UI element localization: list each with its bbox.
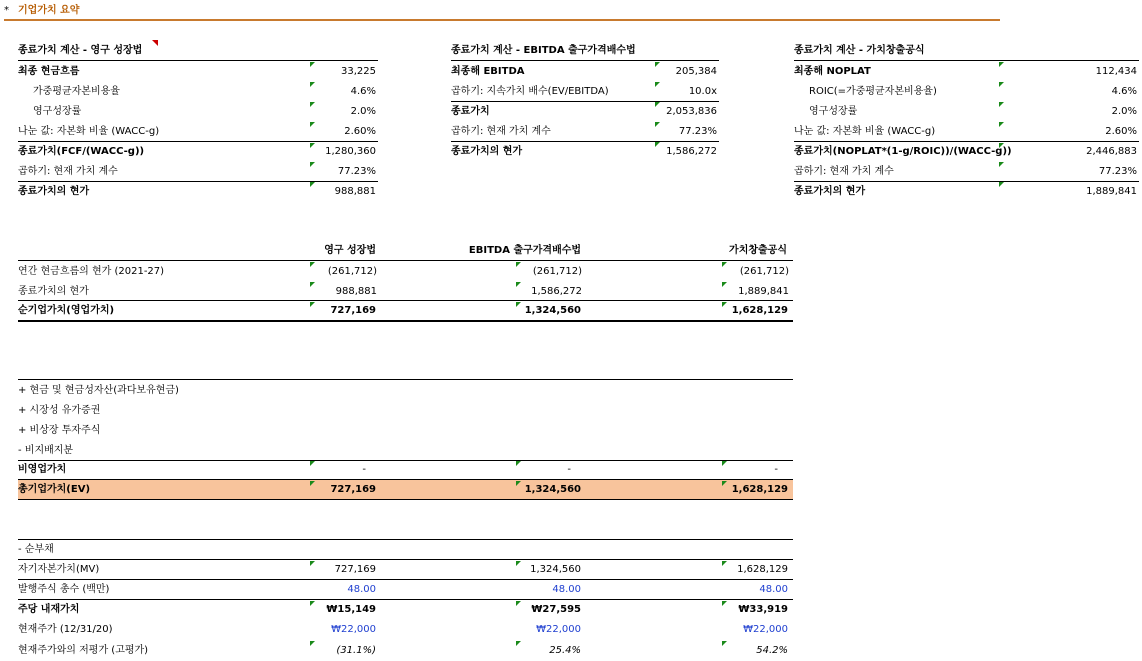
divider xyxy=(18,460,793,461)
col-header-perp: 영구 성장법 xyxy=(324,245,376,256)
summary-cell[interactable]: 1,324,560 xyxy=(524,305,581,316)
ebitda-label: 종료가치 xyxy=(451,106,490,117)
value-heading: 종료가치 계산 - 가치창출공식 xyxy=(794,45,925,56)
premium-cell[interactable]: 25.4% xyxy=(549,645,581,656)
nonop-item: - 비지배지분 xyxy=(18,445,74,456)
price-cell[interactable]: ₩22,000 xyxy=(331,624,376,635)
cell-marker xyxy=(310,641,315,646)
cell-marker xyxy=(310,461,315,466)
cell-marker xyxy=(999,122,1004,127)
perp-value[interactable]: 2.0% xyxy=(350,106,376,117)
cell-marker xyxy=(310,182,315,187)
cell-marker xyxy=(516,461,521,466)
summary-cell[interactable]: 988,881 xyxy=(335,286,377,297)
value-value[interactable]: 77.23% xyxy=(1098,166,1137,177)
perp-value[interactable]: 77.23% xyxy=(337,166,376,177)
divider xyxy=(18,559,793,560)
value-label: 곱하기: 현재 가치 계수 xyxy=(794,166,894,177)
intrinsic-cell[interactable]: ₩27,595 xyxy=(531,604,581,615)
value-label: 최종해 NOPLAT xyxy=(794,66,871,77)
perp-label: 곱하기: 현재 가치 계수 xyxy=(18,166,118,177)
cell-marker xyxy=(310,561,315,566)
shares-cell[interactable]: 48.00 xyxy=(347,584,376,595)
premium-cell[interactable]: 54.2% xyxy=(756,645,788,656)
value-label: 영구성장률 xyxy=(809,106,858,117)
divider xyxy=(18,181,378,182)
cell-marker xyxy=(310,62,315,67)
divider xyxy=(18,260,793,261)
value-label: 종료가치의 현가 xyxy=(794,186,866,197)
cell-marker xyxy=(310,282,315,287)
cell-marker xyxy=(516,302,521,307)
price-cell[interactable]: ₩22,000 xyxy=(536,624,581,635)
summary-cell[interactable]: 1,889,841 xyxy=(738,286,789,297)
cell-marker xyxy=(999,102,1004,107)
value-value[interactable]: 112,434 xyxy=(1095,66,1137,77)
nonop-item: + 비상장 투자주식 xyxy=(18,425,101,436)
divider xyxy=(18,320,793,322)
ebitda-value[interactable]: 205,384 xyxy=(675,66,717,77)
net-debt-label: - 순부채 xyxy=(18,544,54,555)
cell-marker xyxy=(310,82,315,87)
cell-marker xyxy=(310,302,315,307)
perp-label: 영구성장률 xyxy=(33,106,82,117)
perp-value[interactable]: 2.60% xyxy=(344,126,376,137)
value-label: 나눈 값: 자본화 비율 (WACC-g) xyxy=(794,126,936,137)
cell-marker xyxy=(722,262,727,267)
col-header-value: 가치창출공식 xyxy=(729,245,787,256)
cell-marker xyxy=(999,82,1004,87)
equity-cell[interactable]: 1,628,129 xyxy=(737,564,788,575)
nonop-item: + 현금 및 현금성자산(과다보유현금) xyxy=(18,385,179,396)
divider xyxy=(18,579,793,580)
ebitda-value[interactable]: 77.23% xyxy=(678,126,717,137)
col-header-ebitda: EBITDA 출구가격배수법 xyxy=(468,245,582,256)
summary-cell[interactable]: (261,712) xyxy=(532,266,582,277)
divider xyxy=(18,141,378,142)
divider xyxy=(18,539,793,540)
divider xyxy=(794,60,1139,61)
divider xyxy=(18,599,793,600)
cell-marker xyxy=(722,461,727,466)
ebitda-value[interactable]: 2,053,836 xyxy=(666,106,717,117)
ebitda-label: 최종해 EBITDA xyxy=(451,66,525,77)
value-value[interactable]: 4.6% xyxy=(1111,86,1137,97)
nonop-total-cell[interactable]: - xyxy=(774,464,778,475)
cell-marker xyxy=(999,143,1004,148)
summary-label: 종료가치의 현가 xyxy=(18,286,89,297)
ev-label: 총기업가치(EV) xyxy=(18,484,91,495)
cell-marker xyxy=(516,601,521,606)
comment-marker xyxy=(152,40,158,46)
divider xyxy=(451,60,719,61)
ebitda-label: 곱하기: 지속가치 배수(EV/EBITDA) xyxy=(451,86,609,97)
value-value[interactable]: 2.60% xyxy=(1105,126,1137,137)
cell-marker xyxy=(655,142,660,147)
divider xyxy=(794,181,1139,182)
perp-value[interactable]: 988,881 xyxy=(334,186,376,197)
cell-marker xyxy=(310,601,315,606)
divider xyxy=(18,379,793,380)
price-cell[interactable]: ₩22,000 xyxy=(743,624,788,635)
ebitda-value[interactable]: 10.0x xyxy=(688,86,717,97)
cell-marker xyxy=(310,262,315,267)
cell-marker xyxy=(722,481,727,486)
perp-label: 가중평균자본비용율 xyxy=(33,86,120,97)
ev-cell[interactable]: 1,628,129 xyxy=(731,484,788,495)
title-underline xyxy=(4,19,1000,21)
divider xyxy=(451,101,719,102)
price-label: 현재주가 (12/31/20) xyxy=(18,624,113,635)
perp-label: 나눈 값: 자본화 비율 (WACC-g) xyxy=(18,126,160,137)
cell-marker xyxy=(722,561,727,566)
cell-marker xyxy=(722,302,727,307)
cell-marker xyxy=(310,122,315,127)
summary-cell[interactable]: (261,712) xyxy=(327,266,377,277)
perp-value[interactable]: 1,280,360 xyxy=(325,146,376,157)
equity-cell[interactable]: 1,324,560 xyxy=(530,564,581,575)
cell-marker xyxy=(999,162,1004,167)
value-label: 종료가치(NOPLAT*(1-g/ROIC))/(WACC-g)) xyxy=(794,146,1012,157)
divider xyxy=(18,300,793,301)
ebitda-value[interactable]: 1,586,272 xyxy=(666,146,717,157)
perp-value[interactable]: 4.6% xyxy=(350,86,376,97)
cell-marker xyxy=(999,62,1004,67)
nonop-item: + 시장성 유가증권 xyxy=(18,405,101,416)
cell-marker xyxy=(516,561,521,566)
divider xyxy=(451,141,719,142)
premium-label: 현재주가와의 저평가 (고평가) xyxy=(18,645,149,656)
cell-marker xyxy=(310,162,315,167)
summary-label: 순기업가치(영업가치) xyxy=(18,305,115,316)
cell-marker xyxy=(516,262,521,267)
divider xyxy=(794,141,1139,142)
nonop-total-cell[interactable]: - xyxy=(567,464,571,475)
cell-marker xyxy=(310,481,315,486)
title-bullet: * xyxy=(4,5,9,16)
value-label: ROIC(=가중평균자본비용율) xyxy=(809,86,937,97)
ev-cell[interactable]: 727,169 xyxy=(330,484,376,495)
value-value[interactable]: 2.0% xyxy=(1111,106,1137,117)
summary-label: 연간 현금흐름의 현가 (2021-27) xyxy=(18,266,165,277)
cell-marker xyxy=(655,102,660,107)
shares-cell[interactable]: 48.00 xyxy=(759,584,788,595)
cell-marker xyxy=(310,102,315,107)
perp-value[interactable]: 33,225 xyxy=(341,66,376,77)
intrinsic-cell[interactable]: ₩15,149 xyxy=(326,604,376,615)
cell-marker xyxy=(516,282,521,287)
cell-marker xyxy=(516,641,521,646)
intrinsic-cell[interactable]: ₩33,919 xyxy=(738,604,788,615)
cell-marker xyxy=(655,82,660,87)
cell-marker xyxy=(722,641,727,646)
cell-marker xyxy=(655,62,660,67)
ebitda-heading: 종료가치 계산 - EBITDA 출구가격배수법 xyxy=(451,45,636,56)
intrinsic-label: 주당 내재가치 xyxy=(18,604,80,615)
cell-marker xyxy=(655,122,660,127)
divider xyxy=(18,499,793,500)
summary-cell[interactable]: 1,628,129 xyxy=(731,305,788,316)
cell-marker xyxy=(310,143,315,148)
page-title: 기업가치 요약 xyxy=(18,5,80,16)
cell-marker xyxy=(999,182,1004,187)
ebitda-label: 곱하기: 현재 가치 계수 xyxy=(451,126,551,137)
value-value[interactable]: 2,446,883 xyxy=(1086,146,1137,157)
perp-heading: 종료가치 계산 - 영구 성장법 xyxy=(18,45,143,56)
equity-label: 자기자본가치(MV) xyxy=(18,564,100,575)
divider xyxy=(18,479,793,480)
ebitda-label: 종료가치의 현가 xyxy=(451,146,523,157)
summary-cell[interactable]: (261,712) xyxy=(739,266,789,277)
nonop-total-label: 비영업가치 xyxy=(18,464,67,475)
value-value[interactable]: 1,889,841 xyxy=(1086,186,1137,197)
perp-label: 최종 현금흐름 xyxy=(18,66,80,77)
shares-label: 발행주식 총수 (백만) xyxy=(18,584,110,595)
cell-marker xyxy=(516,481,521,486)
cell-marker xyxy=(722,282,727,287)
premium-cell[interactable]: (31.1%) xyxy=(336,645,376,656)
equity-cell[interactable]: 727,169 xyxy=(334,564,376,575)
perp-label: 종료가치(FCF/(WACC-g)) xyxy=(18,146,145,157)
ev-row-band xyxy=(18,480,793,499)
divider xyxy=(18,60,378,61)
shares-cell[interactable]: 48.00 xyxy=(552,584,581,595)
nonop-total-cell[interactable]: - xyxy=(362,464,366,475)
summary-cell[interactable]: 727,169 xyxy=(330,305,376,316)
ev-cell[interactable]: 1,324,560 xyxy=(524,484,581,495)
cell-marker xyxy=(722,601,727,606)
perp-label: 종료가치의 현가 xyxy=(18,186,90,197)
summary-cell[interactable]: 1,586,272 xyxy=(531,286,582,297)
